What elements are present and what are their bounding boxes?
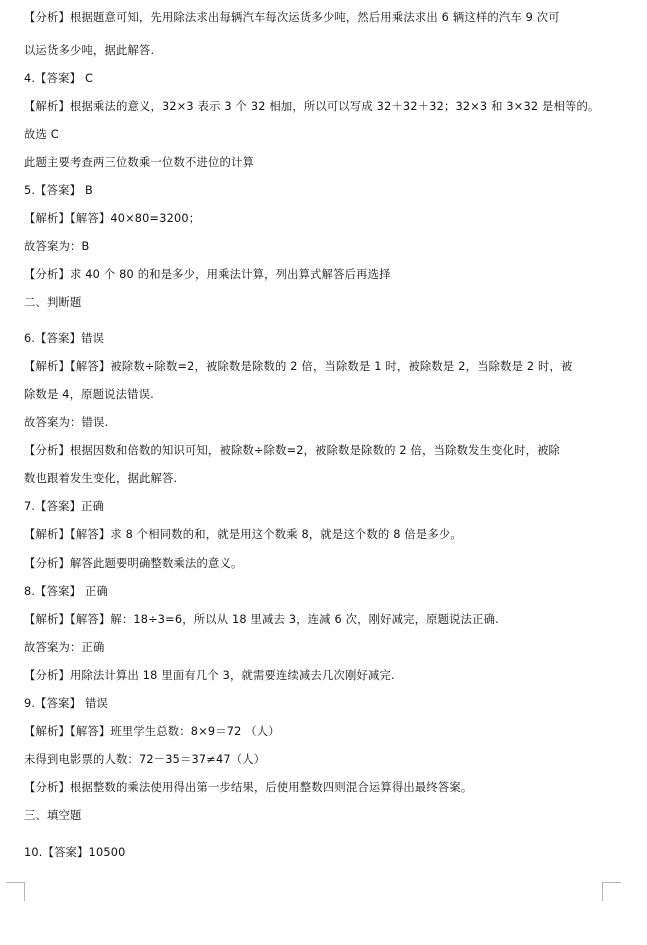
text-line: 【解析】【解答】解：18÷3=6，所以从 18 里减去 3，连减 6 次，刚好减完，原题说法正确. xyxy=(24,613,499,626)
text-line: 【分析】根据因数和倍数的知识可知，被除数÷除数=2，被除数是除数的 2 倍，当除数发生变化时，被除 xyxy=(24,444,561,457)
section-heading: 二、判断题 xyxy=(24,296,82,309)
text-line: 【分析】根据整数的乘法使用得出第一步结果，后使用整数四则混合运算得出最终答案。 xyxy=(24,781,473,794)
text-line: 【分析】根据题意可知，先用除法求出每辆汽车每次运货多少吨，然后用乘法求出 6 辆这样的汽车 9 次可 xyxy=(24,11,560,24)
text-line: 【分析】求 40 个 80 的和是多少，用乘法计算，列出算式解答后再选择 xyxy=(24,268,391,281)
text-line: 【解析】【解答】被除数÷除数=2，被除数是除数的 2 倍，当除数是 1 时，被除数是 2，当除数是 2 时，被 xyxy=(24,360,573,373)
page-corner-mark-left xyxy=(6,882,25,901)
text-line: 故答案为：错误. xyxy=(24,416,109,429)
text-line: 5.【答案】 B xyxy=(24,184,93,197)
section-heading: 三、填空题 xyxy=(24,809,82,822)
text-line: 10.【答案】10500 xyxy=(24,846,126,859)
text-line: 8.【答案】 正确 xyxy=(24,585,108,598)
page-corner-mark-right xyxy=(602,882,621,901)
text-line: 未得到电影票的人数：72－35＝37≠47（人） xyxy=(24,753,266,766)
text-line: 以运货多少吨，据此解答. xyxy=(24,44,155,57)
text-line: 【解析】【解答】求 8 个相同数的和，就是用这个数乘 8，就是这个数的 8 倍是多少。 xyxy=(24,528,462,541)
text-line: 故答案为：正确 xyxy=(24,641,105,654)
text-line: 【分析】解答此题要明确整数乘法的意义。 xyxy=(24,557,243,570)
text-line: 故答案为：B xyxy=(24,240,90,253)
text-line: 数也跟着发生变化，据此解答. xyxy=(24,472,178,485)
text-line: 【解析】【解答】班里学生总数：8×9＝72 （人） xyxy=(24,725,280,738)
text-line: 除数是 4，原题说法错误. xyxy=(24,388,154,401)
text-line: 故选 C xyxy=(24,128,59,141)
text-line: 4.【答案】 C xyxy=(24,72,94,85)
text-line: 此题主要考查两三位数乘一位数不进位的计算 xyxy=(24,156,254,169)
text-line: 【解析】【解答】40×80=3200； xyxy=(24,212,201,225)
text-line: 【解析】根据乘法的意义，32×3 表示 3 个 32 相加，所以可以写成 32＋32＋32；32×3 和 3×32 是相等的。 xyxy=(24,100,600,113)
text-line: 【分析】用除法计算出 18 里面有几个 3，就需要连续减去几次刚好减完. xyxy=(24,669,395,682)
text-line: 9.【答案】 错误 xyxy=(24,697,108,710)
text-line: 7.【答案】正确 xyxy=(24,500,105,513)
text-line: 6.【答案】错误 xyxy=(24,332,105,345)
